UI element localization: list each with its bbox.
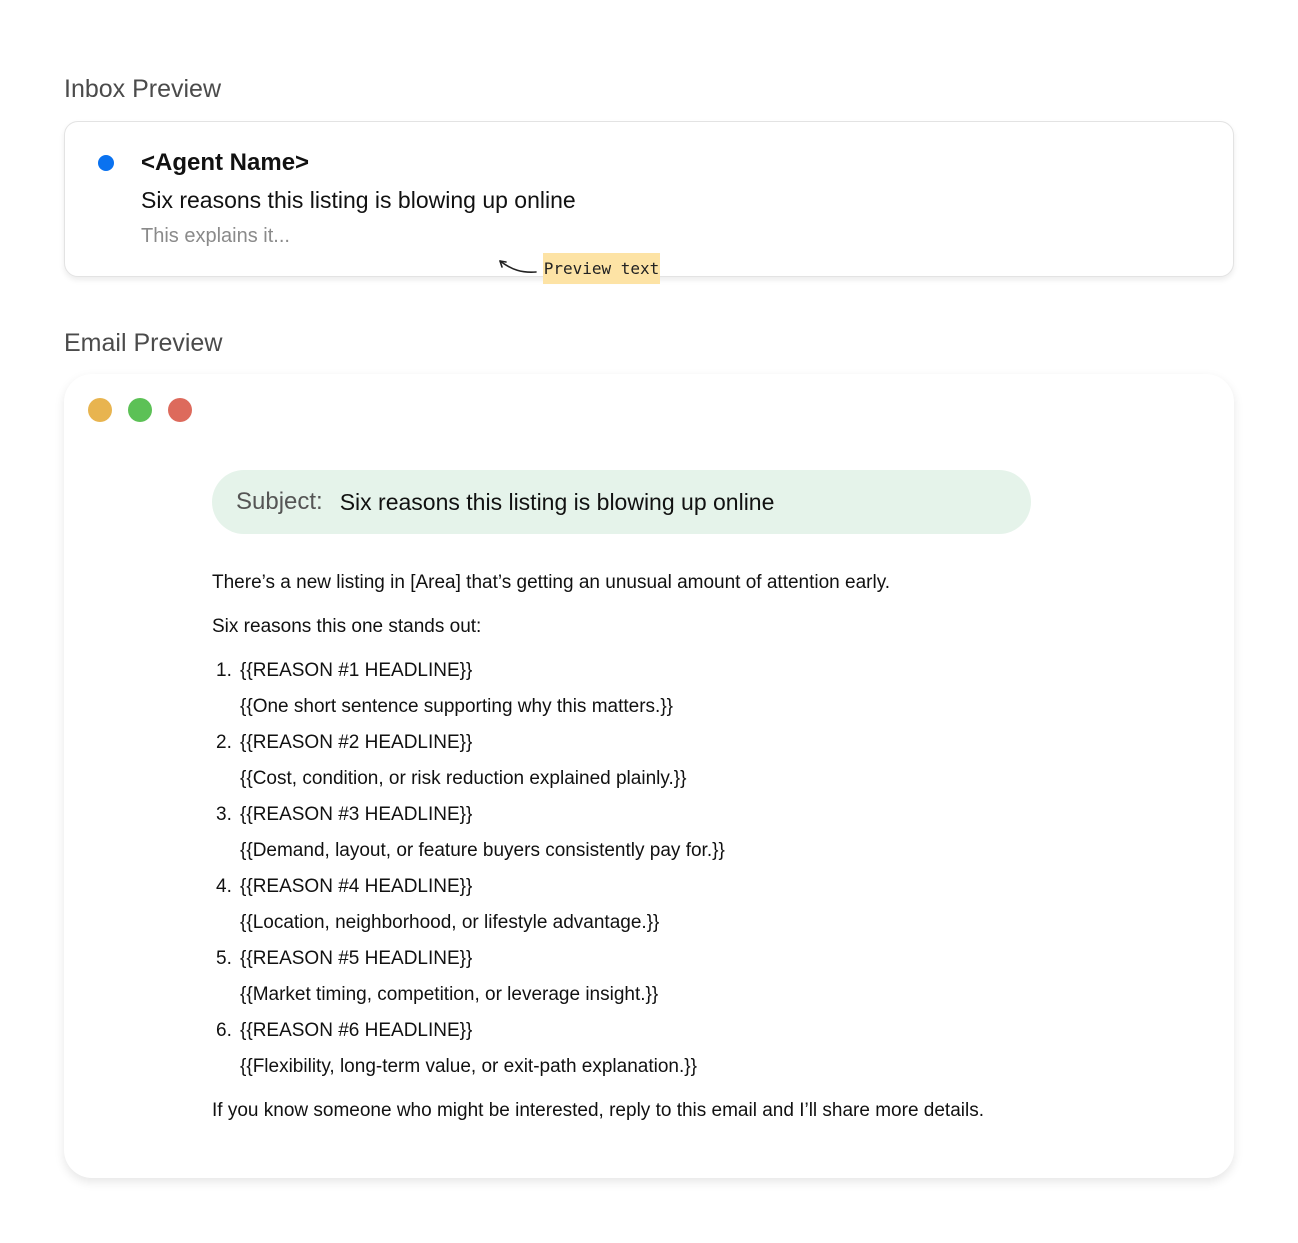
email-preview-heading: Email Preview	[64, 329, 223, 357]
subject-line	[212, 470, 1031, 534]
inbox-preview-heading: Inbox Preview	[64, 75, 222, 103]
reason-detail: {{One short sentence supporting why this matters.}}	[240, 696, 674, 717]
curved-arrow-icon	[494, 254, 540, 278]
preview-text-annotation: Preview text	[543, 253, 660, 284]
maximize-window-icon[interactable]	[128, 398, 152, 422]
reason-number: 3.	[216, 804, 232, 825]
unread-dot-icon	[98, 155, 114, 171]
reason-number: 5.	[216, 948, 232, 969]
subject-label: Subject:	[236, 488, 323, 515]
reason-headline: {{REASON #6 HEADLINE}}	[240, 1020, 473, 1041]
subject-text: Six reasons this listing is blowing up online	[339, 488, 775, 515]
reason-detail: {{Cost, condition, or risk reduction explained plainly.}}	[240, 768, 687, 789]
minimize-window-icon[interactable]	[88, 398, 112, 422]
reason-detail: {{Demand, layout, or feature buyers consistently pay for.}}	[240, 840, 725, 861]
email-intro: There’s a new listing in [Area] that’s getting an unusual amount of attention early.	[212, 572, 891, 593]
reason-number: 1.	[216, 660, 232, 681]
reason-detail: {{Market timing, competition, or leverage insight.}}	[240, 984, 659, 1005]
reason-headline: {{REASON #3 HEADLINE}}	[240, 804, 473, 825]
email-closing: If you know someone who might be interested, reply to this email and I’ll share more details.	[212, 1100, 984, 1121]
email-lead-in: Six reasons this one stands out:	[212, 616, 482, 637]
reason-number: 4.	[216, 876, 232, 897]
reason-headline: {{REASON #2 HEADLINE}}	[240, 732, 473, 753]
reason-detail: {{Location, neighborhood, or lifestyle advantage.}}	[240, 912, 660, 933]
email-preview-window	[64, 374, 1234, 1178]
reason-headline: {{REASON #1 HEADLINE}}	[240, 660, 473, 681]
reason-headline: {{REASON #4 HEADLINE}}	[240, 876, 473, 897]
reason-number: 2.	[216, 732, 232, 753]
preview-text: This explains it...	[141, 225, 290, 247]
sender-name: <Agent Name>	[141, 149, 310, 176]
reason-number: 6.	[216, 1020, 232, 1041]
reason-headline: {{REASON #5 HEADLINE}}	[240, 948, 473, 969]
reason-detail: {{Flexibility, long-term value, or exit-path explanation.}}	[240, 1056, 697, 1077]
close-window-icon[interactable]	[168, 398, 192, 422]
inbox-subject: Six reasons this listing is blowing up online	[141, 187, 576, 213]
